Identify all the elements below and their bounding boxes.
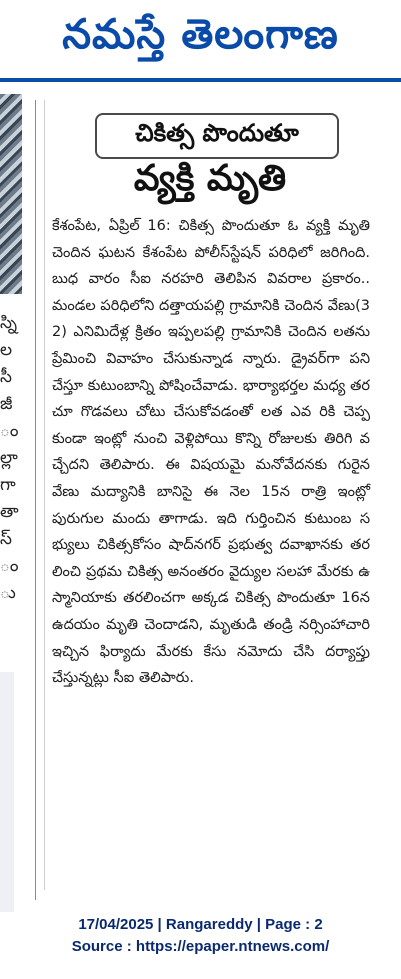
newspaper-title: నమస్తే తెలంగాణ: [62, 10, 339, 58]
adjacent-fragment: ల: [0, 340, 13, 360]
adjacent-fragment: గా: [0, 475, 16, 495]
footer-source: Source : https://epaper.ntnews.com/: [71, 938, 330, 955]
masthead-rule: [0, 78, 401, 82]
article-kicker-box: [95, 113, 339, 159]
adjacent-fragment: ం: [0, 421, 19, 441]
article-body: [52, 213, 370, 692]
adjacent-article-clipped: [0, 82, 30, 912]
adjacent-fragment: జీ: [0, 394, 13, 414]
adjacent-fragment: స్: [0, 529, 12, 549]
footer: [0, 914, 401, 958]
adjacent-text-fragments: [0, 310, 26, 607]
adjacent-fragment: ం: [0, 556, 19, 576]
adjacent-fragment: సీ: [0, 367, 12, 387]
article-kicker: చికిత్స పొందుతూ: [135, 119, 299, 147]
adjacent-fragment: స్ని: [0, 313, 18, 333]
article-headline-box: [60, 158, 360, 208]
article-border: [44, 100, 45, 890]
article-body-text: కేశంపేట, ఏప్రిల్ 16: చికిత్స పొందుతూ ఓ వ్యక్తి మృతి చెందిన ఘటన కేశంపేట పోలీస్‌స్టేషన్ పరిధిలో జరిగింది. బుధ వారం సీఐ నరహరి తెలిపిన వివరాల ప్రకారం.. మండల పరిధిలోని దత్తాయపల్లి గ్రామానికి చెందిన వేణు(32) ఎనిమిదేళ్ల క్రితం ఇప్పలపల్లి గ్రామానికి చెందిన లతను ప్రేమించి వివాహం చేసుకున్నాడ న్నారు. డ్రైవర్‌గా పని చేస్తూ కుటుంబాన్ని పోషించేవాడు. భార్యాభర్తల మధ్య తరచూ గొడవలు చోటు చేసుకోవడంతో లత ఎవ రికి చెప్పకుండా ఇంట్లో నుంచి వెళ్లిపోయి కొన్ని రోజులకు తిరిగి వచ్చేదని తెలిపారు. ఈ విషయమై మనోవేదనకు గురైన వేణు మద్యానికి బానిసై ఈ నెల 15న రాత్రి ఇంట్లో పురుగుల మందు తాగాడు. ఇది గుర్తించిన కుటుంబ సభ్యులు చికిత్సకోసం షాద్‌నగర్ ప్రభుత్వ దవాఖానకు తరలించి ప్రథమ చికిత్స అనంతరం వైద్యుల సలహా మేరకు ఉస్మానియాకు తరలించగా అక్కడ చికిత్స పొందుతూ 16న ఉదయం మృతి చెందాడని, మృతుడి తండ్రి నర్సింహాచారి ఇచ్చిన ఫిర్యాదు మేరకు కేసు నమోదు చేసి దర్యాప్తు చేస్తున్నట్లు సీఐ తెలిపారు.: [52, 218, 370, 687]
footer-date-edition-page: 17/04/2025 | Rangareddy | Page : 2: [78, 916, 323, 933]
adjacent-photo: [0, 94, 22, 294]
column-divider: [35, 100, 36, 900]
adjacent-fragment: తా: [0, 502, 19, 522]
article-headline: వ్యక్తి మృతి: [133, 158, 287, 199]
adjacent-fragment: ు: [0, 583, 16, 603]
adjacent-fragment: ల్లా: [0, 448, 18, 468]
masthead: [0, 0, 401, 78]
adjacent-panel: [0, 672, 14, 912]
